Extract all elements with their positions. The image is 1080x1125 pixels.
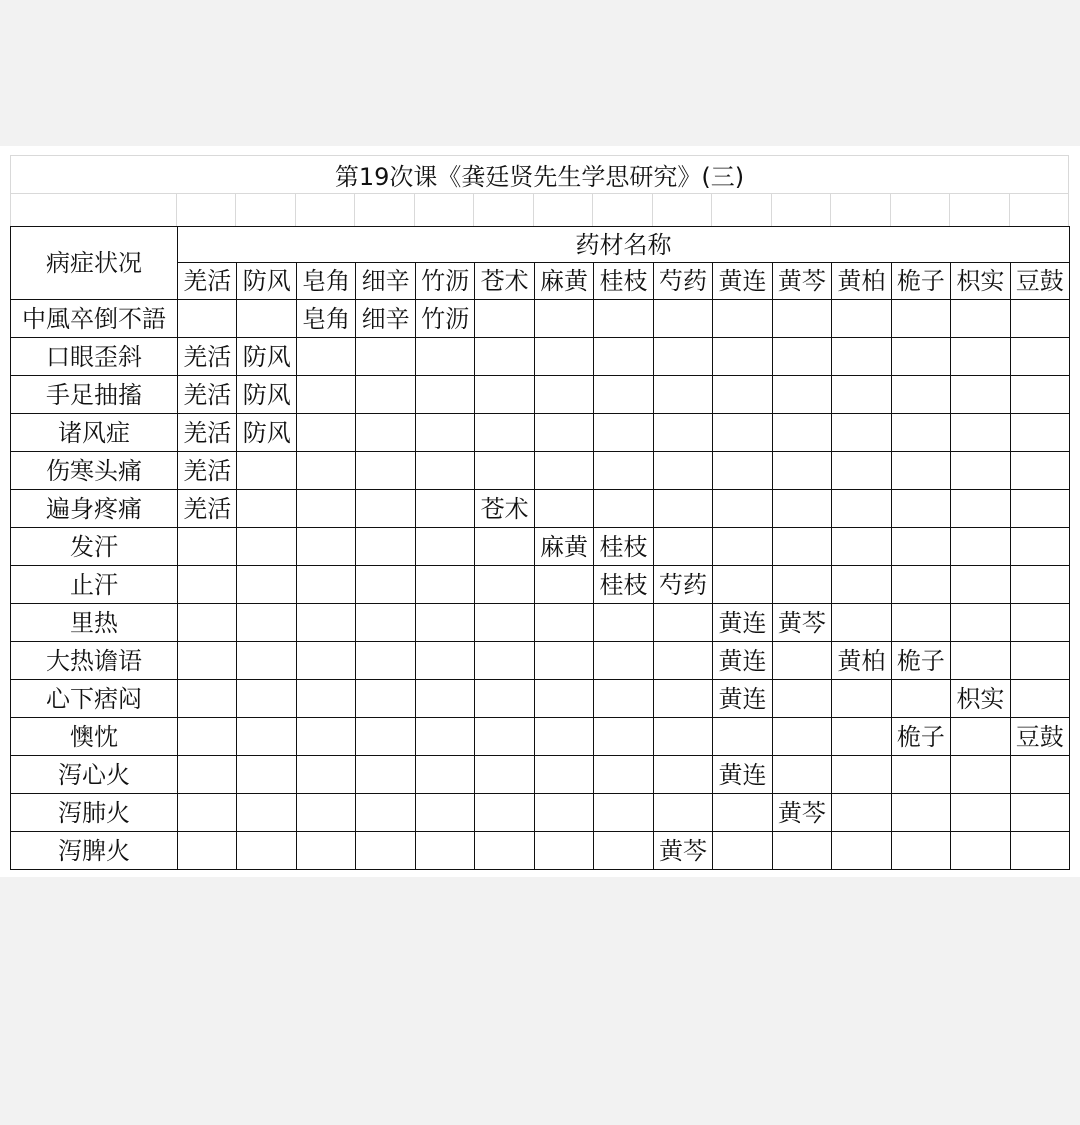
herb-cell: 桅子 (891, 642, 950, 680)
herb-cell (178, 832, 237, 870)
herb-cell (415, 376, 474, 414)
herb-cell (534, 338, 593, 376)
herb-cell (832, 300, 891, 338)
herb-cell (594, 680, 653, 718)
herb-cell (475, 832, 534, 870)
herb-cell: 羌活 (178, 376, 237, 414)
herb-cell: 防风 (237, 376, 296, 414)
herb-cell (891, 794, 950, 832)
herb-cell (772, 718, 831, 756)
herb-cell (891, 490, 950, 528)
table-row (11, 528, 1070, 566)
herb-cell (1010, 832, 1069, 870)
symptom-cell: 懊忱 (11, 718, 178, 756)
herb-cell (832, 490, 891, 528)
herb-cell: 枳实 (951, 680, 1010, 718)
herb-cell: 芍药 (653, 566, 712, 604)
herb-cell (475, 300, 534, 338)
herb-cell (534, 566, 593, 604)
herb-cell (237, 642, 296, 680)
herb-cell: 竹沥 (415, 300, 474, 338)
herb-cell (772, 642, 831, 680)
table-row (11, 566, 1070, 604)
herb-cell (653, 376, 712, 414)
symptom-cell: 发汗 (11, 528, 178, 566)
table-row (11, 756, 1070, 794)
herb-cell (594, 490, 653, 528)
herb-cell (237, 680, 296, 718)
herb-cell (891, 832, 950, 870)
herb-cell (534, 718, 593, 756)
herb-cell: 桅子 (891, 718, 950, 756)
herb-cell (594, 642, 653, 680)
herb-cell (178, 604, 237, 642)
herb-cell (178, 680, 237, 718)
herb-cell: 羌活 (178, 338, 237, 376)
herb-cell (356, 414, 415, 452)
symptom-cell: 诸风症 (11, 414, 178, 452)
herb-cell (713, 718, 772, 756)
symptom-cell: 泻肺火 (11, 794, 178, 832)
herb-cell (713, 490, 772, 528)
herb-cell (237, 452, 296, 490)
herb-cell (594, 338, 653, 376)
herb-cell (951, 490, 1010, 528)
herb-cell (1010, 376, 1069, 414)
herb-column-header: 黄芩 (772, 263, 831, 300)
herb-cell (891, 338, 950, 376)
herb-cell (534, 794, 593, 832)
herb-cell (1010, 490, 1069, 528)
herb-cell (356, 832, 415, 870)
herb-column-header: 苍术 (475, 263, 534, 300)
herb-cell: 豆鼓 (1010, 718, 1069, 756)
herb-cell (534, 414, 593, 452)
herb-cell (832, 680, 891, 718)
spacer-cell (712, 193, 771, 226)
herb-cell (415, 794, 474, 832)
herb-cell (237, 490, 296, 528)
herb-cell (594, 718, 653, 756)
table-row (11, 794, 1070, 832)
symptom-cell: 泻心火 (11, 756, 178, 794)
herb-column-header: 黄连 (713, 263, 772, 300)
table-row (11, 490, 1070, 528)
herb-cell (237, 718, 296, 756)
herb-cell (951, 452, 1010, 490)
herb-cell (534, 604, 593, 642)
table-row (11, 680, 1070, 718)
herb-cell (178, 756, 237, 794)
herb-cell: 黄芩 (772, 794, 831, 832)
herb-cell (1010, 642, 1069, 680)
herb-cell (772, 300, 831, 338)
herb-column-header: 羌活 (178, 263, 237, 300)
herb-cell (356, 642, 415, 680)
spacer-cell (950, 193, 1009, 226)
herb-cell (653, 604, 712, 642)
herb-cell (475, 338, 534, 376)
herb-cell (653, 718, 712, 756)
herb-cell (653, 680, 712, 718)
herb-cell: 防风 (237, 414, 296, 452)
herb-cell (594, 604, 653, 642)
herb-cell (237, 756, 296, 794)
herb-cell (951, 300, 1010, 338)
herb-cell: 麻黄 (534, 528, 593, 566)
herb-cell: 黄连 (713, 680, 772, 718)
herb-cell (951, 718, 1010, 756)
herb-cell (891, 680, 950, 718)
herb-cell (832, 718, 891, 756)
herb-cell (415, 642, 474, 680)
herb-cell (951, 414, 1010, 452)
symptom-cell: 中風卒倒不語 (11, 300, 178, 338)
spacer-cell (653, 193, 712, 226)
herb-column-header: 竹沥 (415, 263, 474, 300)
herb-cell (356, 680, 415, 718)
herb-cell: 羌活 (178, 490, 237, 528)
herb-column-header: 芍药 (653, 263, 712, 300)
herb-cell (891, 566, 950, 604)
herb-cell (951, 338, 1010, 376)
herb-cell (415, 604, 474, 642)
herb-cell (772, 566, 831, 604)
spacer-cell (593, 193, 652, 226)
herb-cell (356, 490, 415, 528)
herb-cell (653, 642, 712, 680)
herb-cell (356, 756, 415, 794)
header-row-group (11, 227, 1070, 263)
herb-cell (594, 832, 653, 870)
herb-cell (891, 604, 950, 642)
empty-spacer-row (10, 193, 1069, 226)
herb-cell (653, 452, 712, 490)
herb-cell (475, 794, 534, 832)
herb-cell (178, 300, 237, 338)
herb-column-header: 豆鼓 (1010, 263, 1069, 300)
herb-cell (594, 452, 653, 490)
herb-cell (475, 756, 534, 794)
herb-cell (1010, 300, 1069, 338)
herb-cell (772, 452, 831, 490)
herb-column-header: 黄柏 (832, 263, 891, 300)
herb-cell (713, 528, 772, 566)
table-row (11, 604, 1070, 642)
herb-cell (296, 604, 355, 642)
herb-cell (534, 756, 593, 794)
herb-cell (475, 452, 534, 490)
herb-cell (594, 794, 653, 832)
herb-cell (296, 642, 355, 680)
herb-cell (772, 528, 831, 566)
herb-cell (891, 756, 950, 794)
herb-cell (415, 718, 474, 756)
herb-cell (1010, 566, 1069, 604)
herb-cell (772, 338, 831, 376)
table-row (11, 338, 1070, 376)
herb-cell (178, 528, 237, 566)
herb-cell (1010, 528, 1069, 566)
herb-cell (296, 528, 355, 566)
symptom-cell: 泻脾火 (11, 832, 178, 870)
herb-cell (594, 756, 653, 794)
spacer-cell (772, 193, 831, 226)
herb-cell (951, 604, 1010, 642)
spacer-cell (177, 193, 236, 226)
herb-cell (296, 794, 355, 832)
herb-cell (951, 566, 1010, 604)
spacer-cell (534, 193, 593, 226)
herb-cell (534, 832, 593, 870)
herb-cell (475, 718, 534, 756)
herb-cell (832, 832, 891, 870)
herb-cell (237, 300, 296, 338)
herb-cell (653, 414, 712, 452)
herb-cell (1010, 414, 1069, 452)
herb-cell (772, 832, 831, 870)
herb-cell (296, 376, 355, 414)
herb-cell (415, 680, 474, 718)
herb-cell (296, 680, 355, 718)
symptom-cell: 伤寒头痛 (11, 452, 178, 490)
herb-cell (1010, 452, 1069, 490)
spacer-cell (415, 193, 474, 226)
herb-cell (832, 452, 891, 490)
herb-cell (1010, 338, 1069, 376)
symptom-column-header: 病症状况 (11, 227, 178, 300)
herb-cell: 羌活 (178, 452, 237, 490)
herb-cell (178, 642, 237, 680)
herb-cell (475, 604, 534, 642)
herb-cell (951, 756, 1010, 794)
spacer-cell (1010, 193, 1069, 226)
herb-cell (891, 528, 950, 566)
herb-cell (475, 680, 534, 718)
herb-cell: 黄芩 (653, 832, 712, 870)
herb-column-header: 桅子 (891, 263, 950, 300)
herb-cell (356, 338, 415, 376)
table-row (11, 452, 1070, 490)
herb-cell (951, 376, 1010, 414)
herb-cell (356, 528, 415, 566)
table-row (11, 718, 1070, 756)
herb-cell (237, 604, 296, 642)
herb-cell (475, 566, 534, 604)
herb-cell (951, 832, 1010, 870)
herb-cell (832, 794, 891, 832)
herb-cell (832, 338, 891, 376)
herb-cell: 黄连 (713, 642, 772, 680)
herb-cell (1010, 604, 1069, 642)
symptom-cell: 里热 (11, 604, 178, 642)
herb-cell (475, 376, 534, 414)
herb-cell (653, 490, 712, 528)
herb-group-header: 药材名称 (178, 227, 1070, 263)
herb-cell (237, 566, 296, 604)
herb-cell (356, 604, 415, 642)
herb-cell (1010, 794, 1069, 832)
herb-cell (415, 832, 474, 870)
herb-cell (832, 528, 891, 566)
herb-cell (653, 756, 712, 794)
herb-cell (296, 490, 355, 528)
table-row (11, 642, 1070, 680)
herb-cell: 桂枝 (594, 528, 653, 566)
herb-cell (951, 642, 1010, 680)
herb-column-header: 桂枝 (594, 263, 653, 300)
herb-cell (356, 452, 415, 490)
symptom-cell: 遍身疼痛 (11, 490, 178, 528)
spacer-cell (474, 193, 533, 226)
herb-cell (713, 794, 772, 832)
herb-cell (296, 832, 355, 870)
symptom-cell: 止汗 (11, 566, 178, 604)
herb-cell (594, 300, 653, 338)
herb-cell (178, 794, 237, 832)
herb-cell (653, 338, 712, 376)
herb-cell (713, 566, 772, 604)
spacer-cell (236, 193, 295, 226)
herb-cell (772, 490, 831, 528)
herb-cell (772, 680, 831, 718)
sheet-title: 第19次课《龚廷贤先生学思研究》(三) (10, 155, 1069, 193)
herb-cell (832, 414, 891, 452)
herb-cell (237, 832, 296, 870)
symptom-cell: 手足抽搐 (11, 376, 178, 414)
herb-cell (653, 300, 712, 338)
herb-cell (415, 566, 474, 604)
herb-cell (713, 376, 772, 414)
herb-cell: 防风 (237, 338, 296, 376)
herb-cell: 黄芩 (772, 604, 831, 642)
spacer-cell (831, 193, 890, 226)
herb-cell (832, 604, 891, 642)
herb-cell (356, 718, 415, 756)
herb-cell (475, 642, 534, 680)
herb-cell (891, 452, 950, 490)
herb-cell (415, 528, 474, 566)
herb-cell (534, 680, 593, 718)
herb-cell (534, 490, 593, 528)
herb-cell: 桂枝 (594, 566, 653, 604)
herb-cell (356, 376, 415, 414)
herb-cell (178, 718, 237, 756)
herb-cell (534, 452, 593, 490)
herb-cell (475, 528, 534, 566)
spacer-cell (10, 193, 177, 226)
herb-cell (653, 528, 712, 566)
herb-cell (713, 832, 772, 870)
herb-cell: 黄连 (713, 604, 772, 642)
herb-cell: 黄连 (713, 756, 772, 794)
herb-cell: 细辛 (356, 300, 415, 338)
herb-cell (534, 300, 593, 338)
symptom-cell: 心下痞闷 (11, 680, 178, 718)
herb-cell (951, 528, 1010, 566)
herb-cell (296, 414, 355, 452)
table-row (11, 376, 1070, 414)
herb-column-header: 皂角 (296, 263, 355, 300)
herb-cell (356, 794, 415, 832)
herb-cell (534, 642, 593, 680)
herb-cell (594, 414, 653, 452)
herb-cell (534, 376, 593, 414)
herb-cell: 黄柏 (832, 642, 891, 680)
herb-cell (296, 566, 355, 604)
herb-cell (1010, 756, 1069, 794)
herb-cell (415, 490, 474, 528)
herb-cell: 苍术 (475, 490, 534, 528)
spacer-cell (891, 193, 950, 226)
herb-column-header: 麻黄 (534, 263, 593, 300)
herb-cell (475, 414, 534, 452)
herb-column-header: 枳实 (951, 263, 1010, 300)
herb-cell (891, 414, 950, 452)
herb-cell (296, 718, 355, 756)
herb-cell (1010, 680, 1069, 718)
herb-cell: 羌活 (178, 414, 237, 452)
herb-cell (296, 338, 355, 376)
herb-cell (772, 376, 831, 414)
herb-column-header: 防风 (237, 263, 296, 300)
herb-cell (178, 566, 237, 604)
herb-cell (653, 794, 712, 832)
herb-cell (415, 756, 474, 794)
herb-cell (594, 376, 653, 414)
symptom-cell: 大热谵语 (11, 642, 178, 680)
herb-cell (713, 300, 772, 338)
herb-cell (415, 452, 474, 490)
herb-cell (713, 452, 772, 490)
table-row (11, 832, 1070, 870)
herb-cell (891, 300, 950, 338)
herb-cell (415, 414, 474, 452)
herb-cell (951, 794, 1010, 832)
herb-cell (713, 338, 772, 376)
herb-cell (237, 528, 296, 566)
herb-cell: 皂角 (296, 300, 355, 338)
herb-cell (415, 338, 474, 376)
herb-cell (772, 414, 831, 452)
herb-column-header: 细辛 (356, 263, 415, 300)
herb-symptom-table (10, 226, 1070, 870)
table-row (11, 300, 1070, 338)
table-row (11, 414, 1070, 452)
spacer-cell (355, 193, 414, 226)
herb-cell (296, 452, 355, 490)
symptom-cell: 口眼歪斜 (11, 338, 178, 376)
herb-cell (891, 376, 950, 414)
herb-cell (832, 566, 891, 604)
herb-cell (832, 756, 891, 794)
herb-cell (356, 566, 415, 604)
herb-cell (772, 756, 831, 794)
herb-cell (713, 414, 772, 452)
herb-cell (832, 376, 891, 414)
spacer-cell (296, 193, 355, 226)
herb-cell (296, 756, 355, 794)
herb-cell (237, 794, 296, 832)
